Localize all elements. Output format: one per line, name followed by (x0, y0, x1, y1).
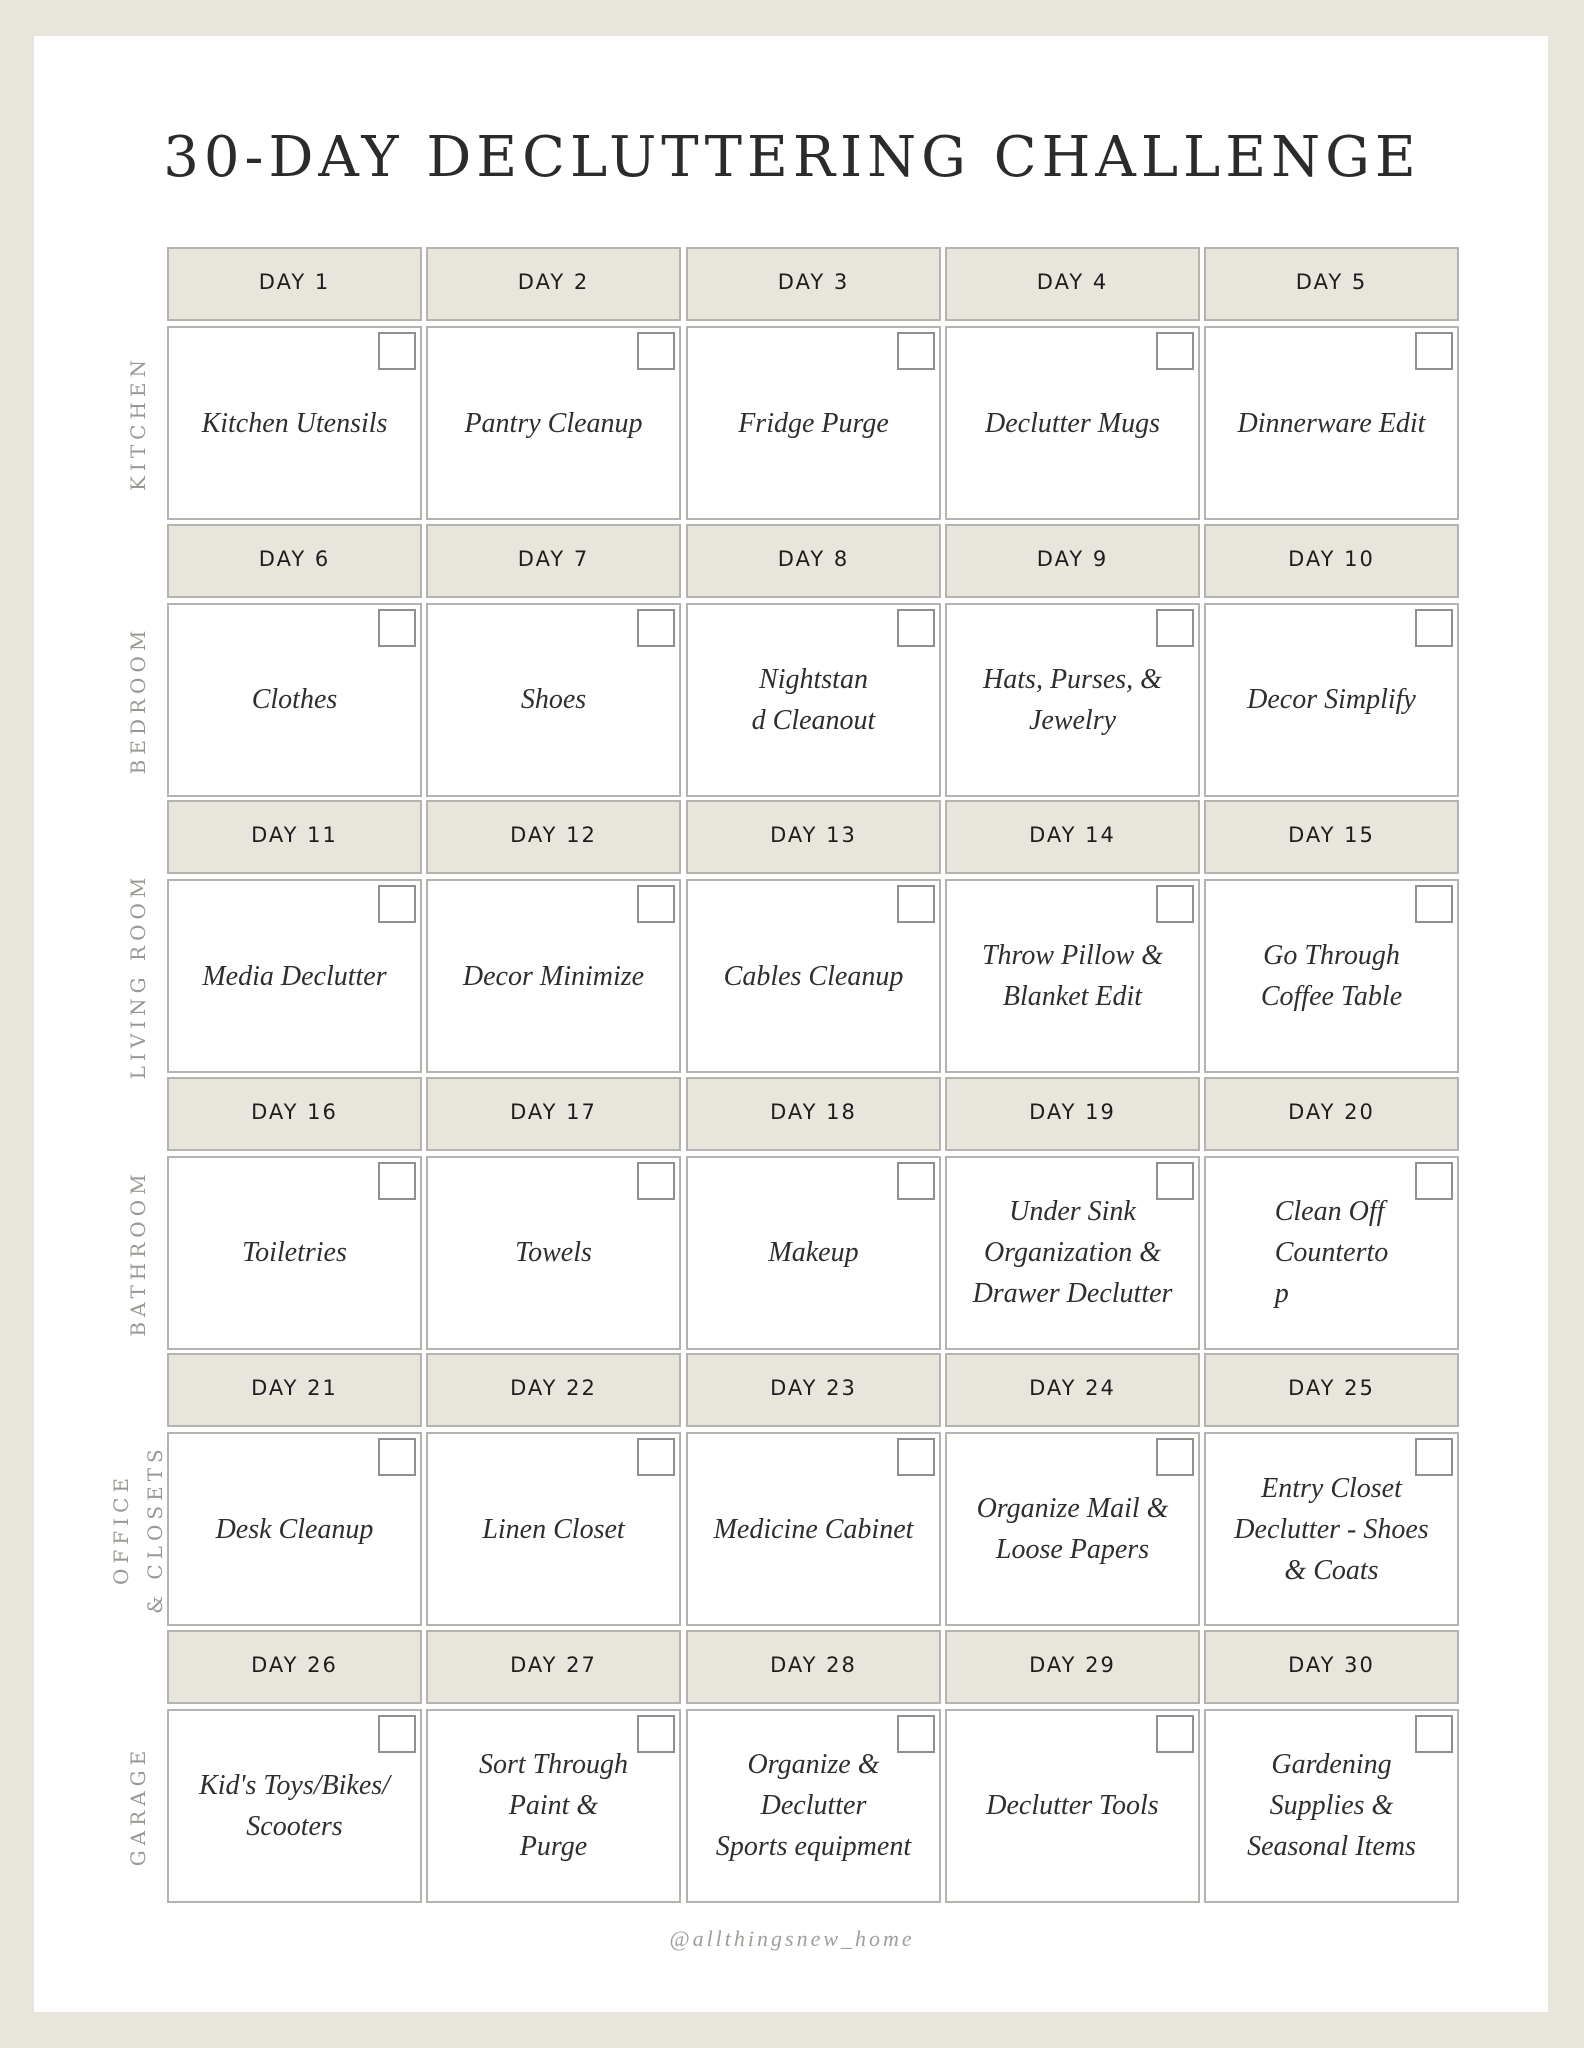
task-cell (167, 1156, 422, 1350)
section-label-text: OFFICE & CLOSETS (109, 1444, 167, 1614)
task-text: Organize & Declutter Sports equipment (715, 1749, 912, 1862)
task-cell (167, 879, 422, 1073)
task-cell (1204, 1156, 1459, 1350)
task-cell (686, 1156, 941, 1350)
day-header: DAY 17 (426, 1077, 681, 1151)
task-cell (1204, 603, 1459, 797)
task-checkbox[interactable] (637, 609, 675, 647)
task-checkbox[interactable] (637, 1438, 675, 1476)
task-checkbox[interactable] (897, 332, 935, 370)
task-checkbox[interactable] (378, 1715, 416, 1753)
task-text: Entry Closet Declutter - Shoes & Coats (1234, 1472, 1429, 1586)
task-text: Fridge Purge (738, 407, 889, 439)
task-text: Throw Pillow & Blanket Edit (981, 940, 1163, 1012)
task-text: Gardening Supplies & Seasonal Items (1247, 1749, 1416, 1862)
day-header: DAY 24 (945, 1353, 1200, 1427)
task-text: Clean Off Counterto p (1274, 1196, 1389, 1309)
task-cell (945, 1709, 1200, 1903)
task-cell (167, 603, 422, 797)
task-cell (945, 1432, 1200, 1626)
day-header: DAY 23 (686, 1353, 941, 1427)
task-checkbox[interactable] (1415, 1162, 1453, 1200)
task-cell (945, 879, 1200, 1073)
task-text: Kid's Toys/Bikes/ Scooters (199, 1769, 390, 1842)
task-checkbox[interactable] (637, 1162, 675, 1200)
task-checkbox[interactable] (897, 1162, 935, 1200)
task-checkbox[interactable] (378, 332, 416, 370)
footer-handle: @allthingsnew_home (669, 1926, 915, 1951)
task-text: Declutter Mugs (985, 407, 1160, 439)
task-checkbox[interactable] (378, 609, 416, 647)
task-checkbox[interactable] (1415, 332, 1453, 370)
task-checkbox[interactable] (1156, 1715, 1194, 1753)
task-text: Towels (515, 1237, 592, 1268)
day-header: DAY 14 (945, 800, 1200, 874)
day-header: DAY 15 (1204, 800, 1459, 874)
task-checkbox[interactable] (1415, 609, 1453, 647)
day-header: DAY 11 (167, 800, 422, 874)
day-header: DAY 13 (686, 800, 941, 874)
day-header: DAY 12 (426, 800, 681, 874)
section-label-text: LIVING ROOM (126, 872, 150, 1080)
task-checkbox[interactable] (1156, 1438, 1194, 1476)
task-text: Makeup (768, 1237, 859, 1268)
task-text: Kitchen Utensils (201, 407, 388, 439)
day-header: DAY 28 (686, 1630, 941, 1704)
task-text: Toiletries (242, 1237, 347, 1268)
task-text: Sort Through Paint & Purge (478, 1749, 629, 1862)
task-text: Decor Minimize (462, 960, 645, 992)
task-cell (686, 603, 941, 797)
task-checkbox[interactable] (637, 885, 675, 923)
task-cell (426, 603, 681, 797)
task-cell (686, 879, 941, 1073)
task-checkbox[interactable] (1415, 1438, 1453, 1476)
day-header: DAY 3 (686, 247, 941, 321)
day-header: DAY 30 (1204, 1630, 1459, 1704)
day-header: DAY 26 (167, 1630, 422, 1704)
day-header: DAY 10 (1204, 524, 1459, 598)
task-checkbox[interactable] (897, 885, 935, 923)
section-label-text: BEDROOM (126, 625, 150, 774)
day-header: DAY 18 (686, 1077, 941, 1151)
task-cell (945, 326, 1200, 520)
task-cell (167, 326, 422, 520)
task-checkbox[interactable] (897, 1438, 935, 1476)
task-cell (167, 1709, 422, 1903)
task-text: Shoes (520, 684, 587, 715)
day-header: DAY 21 (167, 1353, 422, 1427)
task-checkbox[interactable] (637, 332, 675, 370)
task-checkbox[interactable] (1415, 1715, 1453, 1753)
task-checkbox[interactable] (1156, 332, 1194, 370)
task-checkbox[interactable] (378, 885, 416, 923)
section-label-text: BATHROOM (126, 1168, 150, 1337)
task-cell (686, 1432, 941, 1626)
task-cell (945, 1156, 1200, 1350)
task-text: Under Sink Organization & Drawer Declutter (972, 1196, 1173, 1309)
section-label-text: KITCHEN (126, 354, 150, 492)
day-header: DAY 16 (167, 1077, 422, 1151)
task-text: Organize Mail & Loose Papers (976, 1493, 1169, 1565)
task-checkbox[interactable] (1415, 885, 1453, 923)
task-checkbox[interactable] (1156, 609, 1194, 647)
task-checkbox[interactable] (1156, 1162, 1194, 1200)
task-cell (1204, 1432, 1459, 1626)
day-header: DAY 4 (945, 247, 1200, 321)
task-text: Cables Cleanup (723, 960, 904, 992)
day-header: DAY 9 (945, 524, 1200, 598)
task-checkbox[interactable] (897, 1715, 935, 1753)
task-checkbox[interactable] (378, 1438, 416, 1476)
task-checkbox[interactable] (1156, 885, 1194, 923)
day-header: DAY 22 (426, 1353, 681, 1427)
task-text: Desk Cleanup (215, 1513, 374, 1545)
day-header: DAY 6 (167, 524, 422, 598)
section-label-text: GARAGE (126, 1745, 150, 1866)
task-cell (1204, 879, 1459, 1073)
task-text: Pantry Cleanup (464, 407, 643, 439)
task-cell (945, 603, 1200, 797)
day-header: DAY 7 (426, 524, 681, 598)
task-cell (426, 1432, 681, 1626)
task-text: Decor Simplify (1247, 684, 1416, 715)
task-cell (686, 1709, 941, 1903)
task-cell (1204, 1709, 1459, 1903)
day-header: DAY 19 (945, 1077, 1200, 1151)
task-text: Dinnerware Edit (1237, 407, 1426, 439)
task-cell (167, 1432, 422, 1626)
task-cell (426, 326, 681, 520)
task-text: Go Through Coffee Table (1260, 940, 1403, 1012)
task-text: Declutter Tools (986, 1790, 1159, 1821)
day-header: DAY 8 (686, 524, 941, 598)
task-text: Clothes (251, 684, 338, 715)
day-header: DAY 5 (1204, 247, 1459, 321)
task-cell (686, 326, 941, 520)
task-cell (426, 1156, 681, 1350)
task-text: Medicine Cabinet (713, 1513, 914, 1545)
task-cell (426, 879, 681, 1073)
day-header: DAY 2 (426, 247, 681, 321)
task-text: Linen Closet (482, 1513, 625, 1545)
task-text: Nightstan d Cleanout (751, 663, 876, 736)
day-header: DAY 29 (945, 1630, 1200, 1704)
task-checkbox[interactable] (378, 1162, 416, 1200)
task-cell (1204, 326, 1459, 520)
task-cell (426, 1709, 681, 1903)
task-checkbox[interactable] (897, 609, 935, 647)
day-header: DAY 20 (1204, 1077, 1459, 1151)
day-header: DAY 1 (167, 247, 422, 321)
task-text: Hats, Purses, & Jewelry (983, 663, 1162, 736)
day-header: DAY 27 (426, 1630, 681, 1704)
task-text: Media Declutter (202, 960, 387, 992)
day-header: DAY 25 (1204, 1353, 1459, 1427)
task-checkbox[interactable] (637, 1715, 675, 1753)
page-title: 30-DAY DECLUTTERING CHALLENGE (163, 125, 1421, 190)
